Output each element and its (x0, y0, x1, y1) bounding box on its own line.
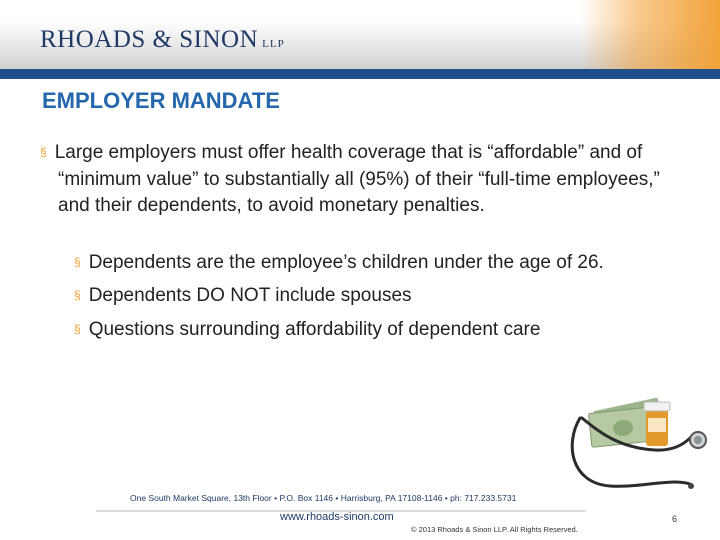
footer-website[interactable]: www.rhoads-sinon.com (280, 511, 394, 523)
bullet-marker: § (40, 145, 47, 159)
main-bullet (40, 140, 680, 219)
logo-suffix: LLP (262, 38, 285, 50)
bullet-marker: § (74, 255, 81, 269)
bullet-marker: § (74, 322, 81, 336)
sub-bullet (74, 285, 412, 307)
page-number: 6 (672, 514, 678, 524)
header-divider-bar (0, 69, 720, 79)
footer-address: One South Market Square, 13th Floor • P.O. Box 1146 • Harrisburg, PA 17108-1146 • ph: 717.233.5731 (130, 493, 517, 503)
bullet-marker: § (74, 288, 81, 302)
header-orange-accent (580, 0, 720, 70)
firm-logo (40, 26, 285, 52)
pill-bottle-icon (644, 402, 670, 446)
sub-bullet (74, 252, 604, 274)
sub-bullet-text: Dependents are the employee’s children under the age of 26. (88, 252, 604, 273)
sub-bullet (74, 319, 540, 341)
sub-bullet-text: Dependents DO NOT include spouses (88, 285, 412, 306)
sub-bullet-text: Questions surrounding affordability of dependent care (88, 319, 541, 340)
slide-title: EMPLOYER MANDATE (42, 88, 280, 113)
logo-text: RHOADS & SINON (40, 26, 259, 53)
footer-copyright: © 2013 Rhoads & Sinon LLP. All Rights Reserved. (411, 525, 578, 534)
main-bullet-text: Large employers must offer health coverage that is “affordable” and of “minimum value” to substantially all (95%) of their “full-time employees,” and their dependents, to avoid monetary penalties. (54, 142, 660, 216)
money-stethoscope-pill-illustration (560, 388, 720, 496)
